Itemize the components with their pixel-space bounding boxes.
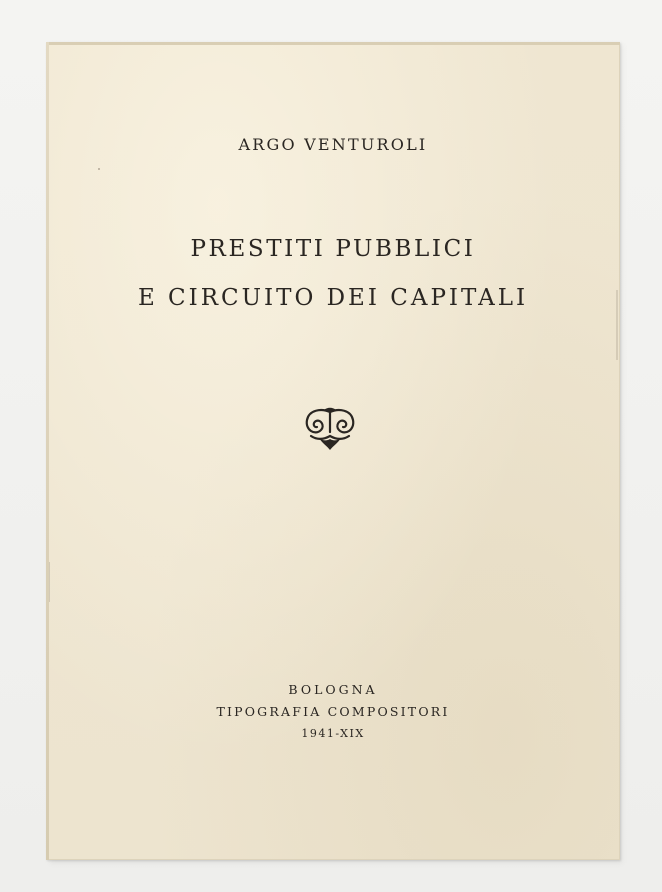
fleuron-ornament-icon [303,406,357,452]
book-cover [46,42,620,860]
author-name: ARGO VENTUROLI [238,135,428,154]
title-line-2: E CIRCUITO DEI CAPITALI [137,285,529,311]
paper-crease [49,562,50,602]
imprint-city: BOLOGNA [288,682,378,697]
imprint-publisher: TIPOGRAFIA COMPOSITORI [216,704,450,719]
paper-edge-wear [616,290,618,360]
imprint-year: 1941-XIX [301,727,365,740]
title-line-1: PRESTITI PUBBLICI [190,236,476,262]
paper-speck [98,168,100,170]
